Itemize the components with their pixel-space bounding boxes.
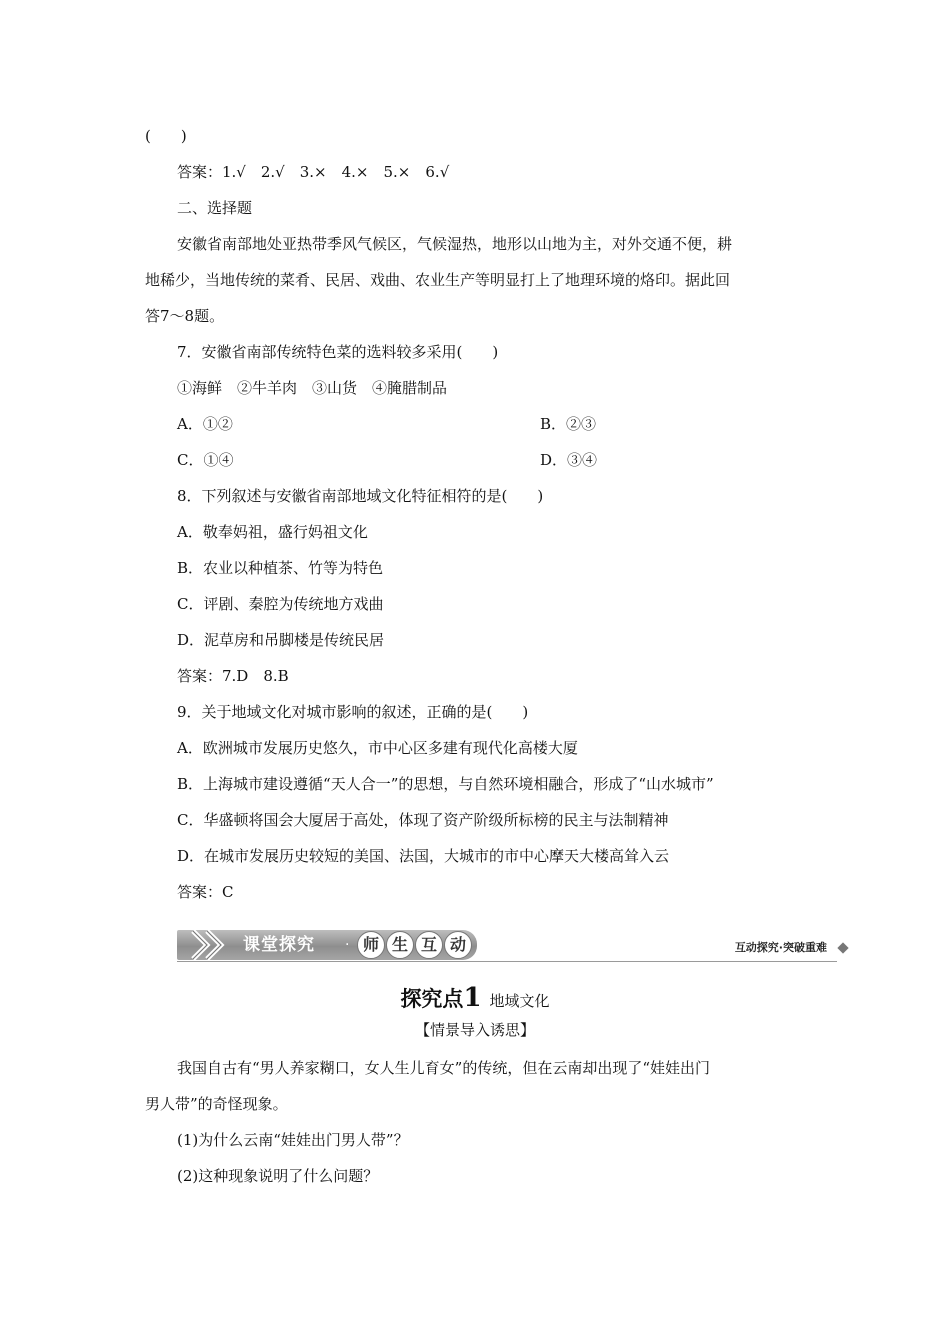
explore-title-label: 探究点 bbox=[400, 987, 464, 1011]
banner-separator: · bbox=[345, 937, 350, 953]
banner-divider bbox=[177, 961, 837, 962]
answers-7-8: 答案：7.D 8.B bbox=[177, 667, 289, 685]
answers-judgement: 答案：1.√ 2.√ 3.× 4.× 5.× 6.√ bbox=[177, 163, 450, 181]
q9-option-b: B．上海城市建设遵循“天人合一”的思想，与自然环境相融合，形成了“山水城市” bbox=[177, 775, 714, 793]
scenario-line-2: 男人带”的奇怪现象。 bbox=[145, 1095, 288, 1113]
section-banner bbox=[177, 928, 849, 964]
banner-circle-char: 动 bbox=[444, 931, 472, 959]
q7-option-c: C．①④ bbox=[177, 451, 234, 469]
banner-circled-text bbox=[357, 931, 472, 959]
passage-line-1: 安徽省南部地处亚热带季风气候区，气候湿热，地形以山地为主，对外交通不便，耕 bbox=[177, 235, 733, 253]
q8-stem: 8．下列叙述与安徽省南部地域文化特征相符的是( ) bbox=[177, 487, 544, 505]
q8-option-b: B．农业以种植茶、竹等为特色 bbox=[177, 559, 384, 577]
explore-point-title bbox=[0, 983, 950, 1013]
q9-option-a: A．欧洲城市发展历史悠久，市中心区多建有现代化高楼大厦 bbox=[177, 739, 578, 757]
explore-title-topic: 地域文化 bbox=[489, 992, 550, 1010]
scenario-question-1: (1)为什么云南“娃娃出门男人带”？ bbox=[177, 1131, 409, 1149]
q9-option-c: C．华盛顿将国会大厦居于高处，体现了资产阶级所标榜的民主与法制精神 bbox=[177, 811, 669, 829]
double-chevron-icon bbox=[187, 928, 235, 962]
scenario-line-1: 我国自古有“男人养家糊口，女人生儿育女”的传统，但在云南却出现了“娃娃出门 bbox=[177, 1059, 711, 1077]
banner-circle-char: 互 bbox=[415, 931, 443, 959]
q9-option-d: D．在城市发展历史较短的美国、法国，大城市的市中心摩天大楼高耸入云 bbox=[177, 847, 670, 865]
banner-circle-char: 师 bbox=[357, 931, 385, 959]
answer-paren: ( ) bbox=[145, 127, 187, 145]
banner-circle-char: 生 bbox=[386, 931, 414, 959]
q7-stem: 7．安徽省南部传统特色菜的选料较多采用( ) bbox=[177, 343, 499, 361]
q8-option-c: C．评剧、秦腔为传统地方戏曲 bbox=[177, 595, 384, 613]
banner-title: 课堂探究 bbox=[243, 935, 315, 955]
q8-option-a: A．敬奉妈祖，盛行妈祖文化 bbox=[177, 523, 368, 541]
q7-items: ①海鲜 ②牛羊肉 ③山货 ④腌腊制品 bbox=[177, 379, 448, 397]
passage-line-3: 答7～8题。 bbox=[145, 307, 225, 325]
q7-option-d: D．③④ bbox=[540, 451, 598, 469]
answers-9: 答案：C bbox=[177, 883, 234, 901]
explore-title-number: 1 bbox=[463, 983, 482, 1013]
q8-option-d: D．泥草房和吊脚楼是传统民居 bbox=[177, 631, 385, 649]
scenario-question-2: (2)这种现象说明了什么问题？ bbox=[177, 1167, 379, 1185]
q9-stem: 9．关于地域文化对城市影响的叙述，正确的是( ) bbox=[177, 703, 529, 721]
explore-subheading: 【情景导入诱思】 bbox=[414, 1021, 535, 1039]
passage-line-2: 地稀少，当地传统的菜肴、民居、戏曲、农业生产等明显打上了地理环境的烙印。据此回 bbox=[145, 271, 731, 289]
section-heading-choice: 二、选择题 bbox=[177, 199, 253, 217]
q7-option-b: B．②③ bbox=[540, 415, 597, 433]
q7-option-a: A．①② bbox=[177, 415, 233, 433]
banner-right-caption: 互动探究·突破重难 bbox=[734, 941, 827, 954]
diamond-icon bbox=[837, 942, 848, 953]
